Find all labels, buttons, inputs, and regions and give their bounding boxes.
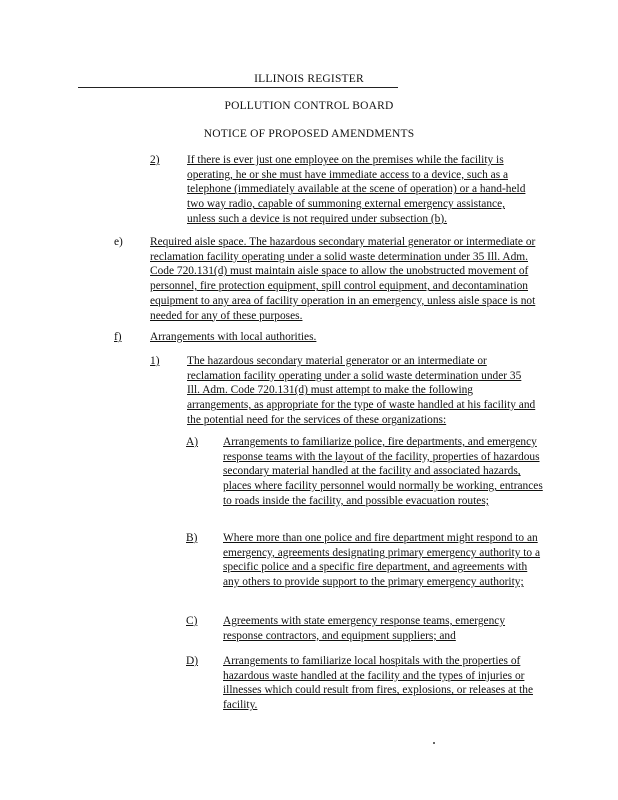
scan-speck bbox=[433, 742, 435, 744]
paragraph-text: Arrangements with local authorities. bbox=[150, 331, 317, 343]
paragraph-text: The hazardous secondary material generator or an intermediate or reclamation facility operating under a solid waste determination under 35 Ill. Adm. Code 720.131(d) must attempt to make the following arrangements, as appropriate for the type of waste handled at his facility and the potential need for the services of these organizations: bbox=[187, 355, 536, 426]
paragraph-label: D) bbox=[186, 655, 199, 667]
paragraph-text: Required aisle space. The hazardous secondary material generator or intermediate or reclamation facility operating under a solid waste determination under 35 Ill. Adm. Code 720.131(d) must maintain aisle space to allow the unobstructed movement of personnel, fire protection equipment, spill control equipment, and decontamination equipment to any area of facility operation in an emergency, unless aisle space is not needed for any of these purposes. bbox=[150, 236, 536, 322]
paragraph-text: Agreements with state emergency response teams, emergency response contractors, and equipment suppliers; and bbox=[223, 615, 506, 642]
paragraph-text: Where more than one police and fire department might respond to an emergency, agreements designating primary emergency authority to a specific police and a specific fire department, and agreements with any others to provide support to the primary emergency authority; bbox=[223, 532, 541, 589]
paragraph-label: 1) bbox=[150, 355, 160, 367]
paragraph-label: B) bbox=[186, 532, 198, 544]
paragraph-text: If there is ever just one employee on the premises while the facility is operating, he or she must have immediate access to a device, such as a telephone (immediately available at the scene of operation) or a hand-held two way radio, capable of summoning external emergency assistance, unless such a device is not required under subsection (b). bbox=[187, 154, 526, 225]
header-rule bbox=[78, 87, 398, 88]
board-title: POLLUTION CONTROL BOARD bbox=[224, 100, 394, 112]
paragraph-label: f) bbox=[114, 331, 122, 343]
paragraph-label: e) bbox=[114, 236, 123, 248]
paragraph-text: Arrangements to familiarize local hospitals with the properties of hazardous waste handled at the facility and the types of injuries or illnesses which could result from fires, explosions, or releases at the facility. bbox=[223, 655, 533, 712]
paragraph-label: A) bbox=[186, 436, 199, 448]
paragraph-text: Arrangements to familiarize police, fire departments, and emergency response teams with the layout of the facility, properties of hazardous secondary material handled at the facility and associated hazards, places where facility personnel would normally be working, entrances to roads inside the facility, and possible evacuation routes; bbox=[223, 436, 543, 507]
paragraph-label: C) bbox=[186, 615, 198, 627]
notice-title: NOTICE OF PROPOSED AMENDMENTS bbox=[203, 128, 415, 140]
register-title: ILLINOIS REGISTER bbox=[254, 73, 364, 85]
paragraph-label: 2) bbox=[150, 154, 160, 166]
